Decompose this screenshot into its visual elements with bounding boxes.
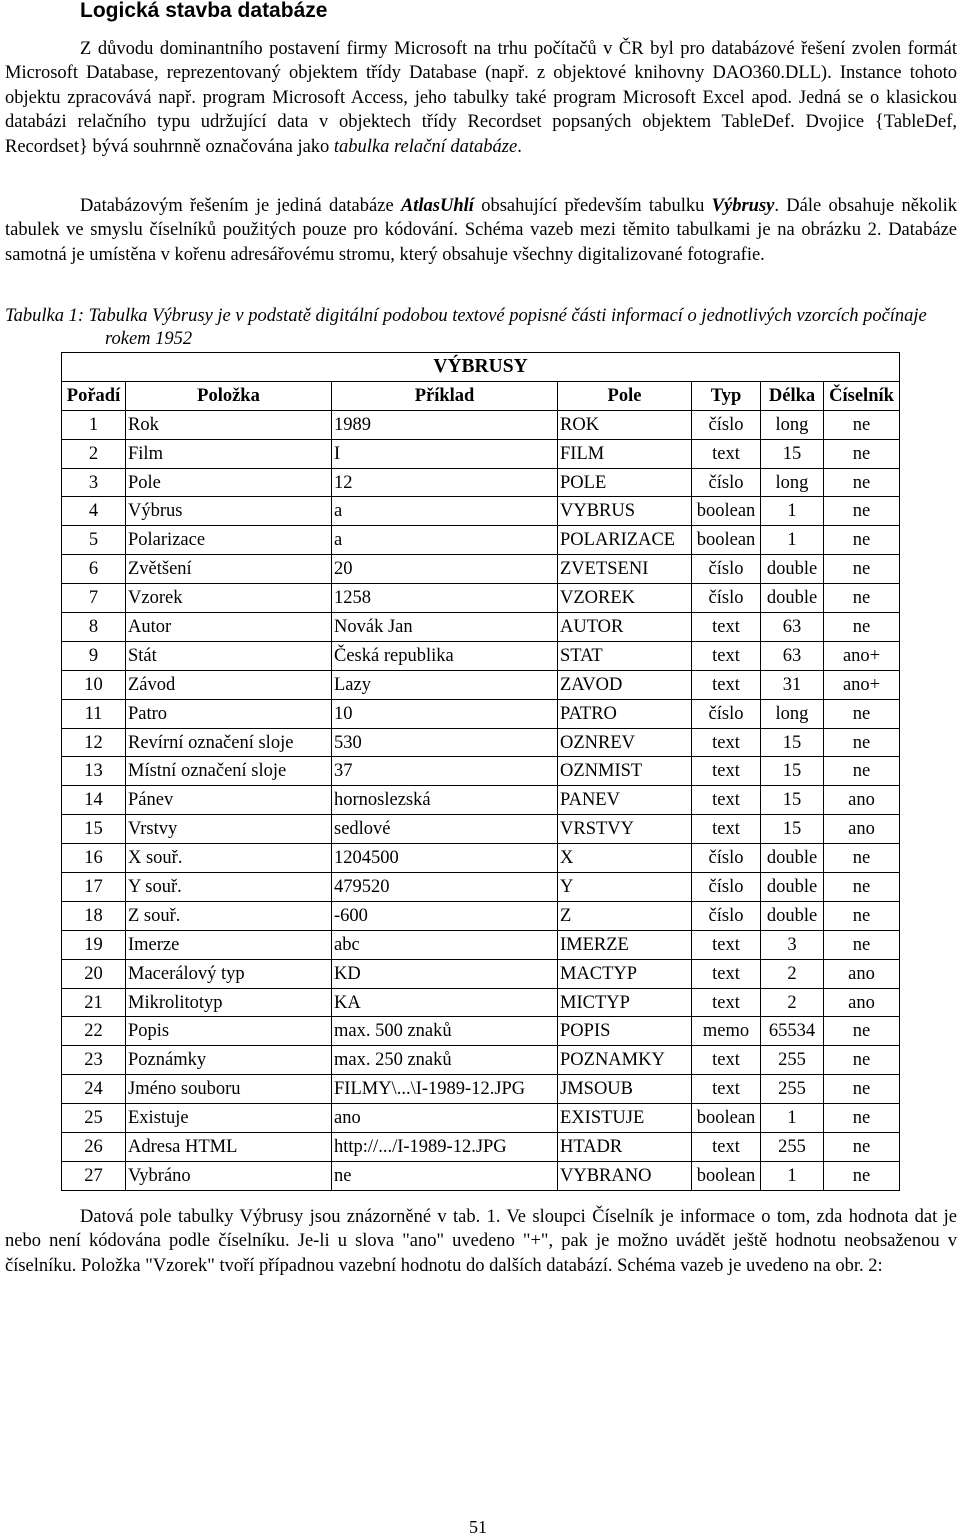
cell-ciselnik: ne (824, 584, 900, 613)
table-row (62, 439, 900, 468)
cell-delka: 63 (761, 613, 824, 642)
cell-delka: 2 (761, 988, 824, 1017)
cell-priklad: -600 (332, 901, 558, 930)
cell-poradi: 15 (62, 815, 126, 844)
cell-delka: 15 (761, 815, 824, 844)
header-delka: Délka (761, 381, 824, 410)
cell-pole: ZAVOD (558, 670, 692, 699)
cell-poradi: 5 (62, 526, 126, 555)
cell-pole: JMSOUB (558, 1075, 692, 1104)
cell-priklad: max. 500 znaků (332, 1017, 558, 1046)
cell-delka: long (761, 468, 824, 497)
cell-ciselnik: ne (824, 1133, 900, 1162)
cell-polozka: Film (126, 439, 332, 468)
cell-polozka: Vzorek (126, 584, 332, 613)
cell-polozka: Existuje (126, 1104, 332, 1133)
cell-typ: text (692, 613, 761, 642)
cell-ciselnik: ne (824, 728, 900, 757)
cell-ciselnik: ano+ (824, 641, 900, 670)
cell-priklad: sedlové (332, 815, 558, 844)
cell-ciselnik: ano (824, 815, 900, 844)
cell-typ: číslo (692, 699, 761, 728)
paragraph-intro (5, 37, 957, 159)
cell-ciselnik: ano (824, 786, 900, 815)
cell-delka: long (761, 410, 824, 439)
cell-delka: 1 (761, 1104, 824, 1133)
header-typ: Typ (692, 381, 761, 410)
cell-poradi: 14 (62, 786, 126, 815)
table-header-row (62, 381, 900, 410)
cell-typ: boolean (692, 1161, 761, 1190)
cell-delka: 15 (761, 786, 824, 815)
table-row (62, 1161, 900, 1190)
cell-priklad: KD (332, 959, 558, 988)
cell-poradi: 13 (62, 757, 126, 786)
cell-poradi: 7 (62, 584, 126, 613)
cell-typ: text (692, 786, 761, 815)
cell-delka: 2 (761, 959, 824, 988)
table-row (62, 728, 900, 757)
cell-priklad: 37 (332, 757, 558, 786)
cell-polozka: Polarizace (126, 526, 332, 555)
cell-delka: 255 (761, 1046, 824, 1075)
cell-typ: číslo (692, 410, 761, 439)
paragraph-database-text-2: obsahující především tabulku (473, 196, 712, 216)
cell-typ: číslo (692, 901, 761, 930)
cell-delka: 31 (761, 670, 824, 699)
cell-poradi: 4 (62, 497, 126, 526)
cell-ciselnik: ano+ (824, 670, 900, 699)
cell-ciselnik: ne (824, 526, 900, 555)
cell-poradi: 18 (62, 901, 126, 930)
cell-poradi: 10 (62, 670, 126, 699)
cell-polozka: Místní označení sloje (126, 757, 332, 786)
cell-ciselnik: ne (824, 1046, 900, 1075)
table-row (62, 641, 900, 670)
cell-polozka: Z souř. (126, 901, 332, 930)
cell-delka: 3 (761, 930, 824, 959)
cell-polozka: Imerze (126, 930, 332, 959)
cell-pole: OZNREV (558, 728, 692, 757)
cell-polozka: Jméno souboru (126, 1075, 332, 1104)
cell-ciselnik: ne (824, 930, 900, 959)
cell-polozka: Y souř. (126, 873, 332, 902)
cell-polozka: X souř. (126, 844, 332, 873)
table-row (62, 930, 900, 959)
table-row (62, 901, 900, 930)
table-row (62, 526, 900, 555)
cell-priklad: KA (332, 988, 558, 1017)
cell-polozka: Patro (126, 699, 332, 728)
table-row (62, 699, 900, 728)
cell-typ: boolean (692, 1104, 761, 1133)
cell-polozka: Zvětšení (126, 555, 332, 584)
cell-poradi: 21 (62, 988, 126, 1017)
table-body (62, 410, 900, 1190)
table-row (62, 1075, 900, 1104)
cell-priklad: a (332, 497, 558, 526)
cell-typ: text (692, 988, 761, 1017)
cell-ciselnik: ne (824, 497, 900, 526)
cell-pole: POLARIZACE (558, 526, 692, 555)
cell-pole: POLE (558, 468, 692, 497)
cell-typ: číslo (692, 844, 761, 873)
paragraph-database-text-1: Databázovým řešením je jediná databáze (80, 196, 401, 216)
cell-ciselnik: ne (824, 468, 900, 497)
cell-priklad: abc (332, 930, 558, 959)
cell-priklad: max. 250 znaků (332, 1046, 558, 1075)
table-row (62, 670, 900, 699)
cell-ciselnik: ne (824, 555, 900, 584)
cell-pole: VYBRANO (558, 1161, 692, 1190)
cell-priklad: 10 (332, 699, 558, 728)
cell-polozka: Poznámky (126, 1046, 332, 1075)
cell-poradi: 20 (62, 959, 126, 988)
paragraph-intro-end: . (517, 136, 522, 157)
cell-polozka: Závod (126, 670, 332, 699)
cell-poradi: 11 (62, 699, 126, 728)
table-row (62, 757, 900, 786)
header-poradi: Pořadí (62, 381, 126, 410)
cell-poradi: 26 (62, 1133, 126, 1162)
cell-typ: text (692, 439, 761, 468)
table-row (62, 815, 900, 844)
cell-poradi: 22 (62, 1017, 126, 1046)
cell-ciselnik: ne (824, 410, 900, 439)
cell-ciselnik: ne (824, 1017, 900, 1046)
cell-typ: text (692, 959, 761, 988)
cell-typ: text (692, 930, 761, 959)
cell-delka: double (761, 844, 824, 873)
cell-polozka: Pánev (126, 786, 332, 815)
cell-pole: AUTOR (558, 613, 692, 642)
table-name: Výbrusy (711, 196, 775, 216)
cell-pole: HTADR (558, 1133, 692, 1162)
cell-poradi: 1 (62, 410, 126, 439)
cell-poradi: 9 (62, 641, 126, 670)
cell-priklad: a (332, 526, 558, 555)
cell-priklad: 20 (332, 555, 558, 584)
table-row (62, 844, 900, 873)
cell-delka: 15 (761, 728, 824, 757)
cell-priklad: FILMY\...\I-1989-12.JPG (332, 1075, 558, 1104)
cell-poradi: 8 (62, 613, 126, 642)
cell-delka: 65534 (761, 1017, 824, 1046)
cell-ciselnik: ne (824, 901, 900, 930)
table-row (62, 873, 900, 902)
cell-polozka: Revírní označení sloje (126, 728, 332, 757)
cell-polozka: Pole (126, 468, 332, 497)
cell-poradi: 24 (62, 1075, 126, 1104)
cell-typ: text (692, 815, 761, 844)
cell-ciselnik: ne (824, 757, 900, 786)
cell-typ: text (692, 1046, 761, 1075)
table-row (62, 1104, 900, 1133)
cell-priklad: hornoslezská (332, 786, 558, 815)
cell-typ: text (692, 728, 761, 757)
cell-polozka: Vrstvy (126, 815, 332, 844)
cell-pole: ZVETSENI (558, 555, 692, 584)
cell-polozka: Popis (126, 1017, 332, 1046)
cell-priklad: 530 (332, 728, 558, 757)
cell-poradi: 16 (62, 844, 126, 873)
cell-ciselnik: ano (824, 959, 900, 988)
table-row (62, 584, 900, 613)
cell-priklad: Česká republika (332, 641, 558, 670)
term-relational-table: tabulka relační databáze (333, 136, 518, 157)
cell-polozka: Výbrus (126, 497, 332, 526)
cell-priklad: 1989 (332, 410, 558, 439)
cell-delka: double (761, 555, 824, 584)
table-title: VÝBRUSY (62, 353, 900, 382)
cell-delka: 63 (761, 641, 824, 670)
cell-delka: 1 (761, 1161, 824, 1190)
cell-poradi: 12 (62, 728, 126, 757)
cell-typ: číslo (692, 873, 761, 902)
cell-pole: PATRO (558, 699, 692, 728)
cell-typ: číslo (692, 555, 761, 584)
cell-ciselnik: ne (824, 1075, 900, 1104)
cell-pole: STAT (558, 641, 692, 670)
paragraph-database (5, 194, 957, 267)
cell-polozka: Mikrolitotyp (126, 988, 332, 1017)
paragraph-description: Datová pole tabulky Výbrusy jsou znázorněné v tab. 1. Ve sloupci Číselník je informace o tom, zda hodnota dat je nebo není kódována podle číselníku. Je-li u slova "ano" uvedeno "+", pak je možno uvádět ještě hodnotu neobsaženou v číselníku. Položka "Vzorek" tvoří případnou vazební hodnotu do dalších databází. Schéma vazeb je uvedeno na obr. 2: (5, 1207, 957, 1276)
cell-pole: ROK (558, 410, 692, 439)
cell-pole: PANEV (558, 786, 692, 815)
cell-delka: double (761, 584, 824, 613)
cell-pole: VRSTVY (558, 815, 692, 844)
cell-poradi: 23 (62, 1046, 126, 1075)
cell-typ: text (692, 670, 761, 699)
cell-poradi: 6 (62, 555, 126, 584)
cell-pole: POZNAMKY (558, 1046, 692, 1075)
table-row (62, 497, 900, 526)
cell-polozka: Stát (126, 641, 332, 670)
cell-delka: 255 (761, 1133, 824, 1162)
cell-priklad: 12 (332, 468, 558, 497)
cell-pole: MICTYP (558, 988, 692, 1017)
table-row (62, 988, 900, 1017)
cell-delka: long (761, 699, 824, 728)
cell-priklad: I (332, 439, 558, 468)
table-row (62, 468, 900, 497)
table-row (62, 410, 900, 439)
cell-pole: POPIS (558, 1017, 692, 1046)
cell-priklad: Novák Jan (332, 613, 558, 642)
header-priklad: Příklad (332, 381, 558, 410)
cell-ciselnik: ano (824, 988, 900, 1017)
cell-typ: memo (692, 1017, 761, 1046)
cell-polozka: Autor (126, 613, 332, 642)
table-row (62, 1017, 900, 1046)
header-ciselnik: Číselník (824, 381, 900, 410)
cell-typ: číslo (692, 468, 761, 497)
table-row (62, 959, 900, 988)
cell-pole: FILM (558, 439, 692, 468)
table-caption: Tabulka 1: Tabulka Výbrusy je v podstatě digitální podobou textové popisné části informací o jednotlivých vzorcích počínaje rokem 1952 (5, 306, 927, 349)
cell-ciselnik: ne (824, 873, 900, 902)
cell-polozka: Rok (126, 410, 332, 439)
cell-pole: EXISTUJE (558, 1104, 692, 1133)
cell-pole: MACTYP (558, 959, 692, 988)
paragraph-database-text-3: . Dále obsahuje několik tabulek ve smyslu číselníků použitých pouze pro kódování. Schéma vazeb mezi těmito tabulkami je na obrázku 2. Databáze samotná je umístěna v kořenu adresářovému stromu, který obsahuje všechny digitalizované fotografie. (5, 196, 957, 265)
cell-poradi: 17 (62, 873, 126, 902)
cell-pole: VYBRUS (558, 497, 692, 526)
cell-pole: Y (558, 873, 692, 902)
table-title-row (62, 353, 900, 382)
cell-typ: boolean (692, 526, 761, 555)
cell-priklad: 479520 (332, 873, 558, 902)
cell-poradi: 3 (62, 468, 126, 497)
header-polozka: Položka (126, 381, 332, 410)
cell-poradi: 25 (62, 1104, 126, 1133)
cell-delka: 15 (761, 757, 824, 786)
cell-ciselnik: ne (824, 1161, 900, 1190)
cell-priklad: http://.../I-1989-12.JPG (332, 1133, 558, 1162)
cell-pole: IMERZE (558, 930, 692, 959)
cell-delka: 1 (761, 526, 824, 555)
table-row (62, 613, 900, 642)
cell-poradi: 27 (62, 1161, 126, 1190)
cell-ciselnik: ne (824, 613, 900, 642)
cell-ciselnik: ne (824, 699, 900, 728)
table-row (62, 555, 900, 584)
database-name: AtlasUhlí (400, 196, 474, 216)
cell-delka: double (761, 901, 824, 930)
cell-delka: 1 (761, 497, 824, 526)
cell-polozka: Adresa HTML (126, 1133, 332, 1162)
vybrusy-table (61, 352, 900, 1191)
cell-typ: text (692, 641, 761, 670)
cell-ciselnik: ne (824, 439, 900, 468)
cell-pole: Z (558, 901, 692, 930)
cell-typ: text (692, 757, 761, 786)
header-pole: Pole (558, 381, 692, 410)
cell-priklad: ne (332, 1161, 558, 1190)
cell-typ: text (692, 1075, 761, 1104)
cell-pole: VZOREK (558, 584, 692, 613)
cell-priklad: Lazy (332, 670, 558, 699)
table-row (62, 786, 900, 815)
cell-priklad: 1204500 (332, 844, 558, 873)
cell-delka: double (761, 873, 824, 902)
cell-ciselnik: ne (824, 844, 900, 873)
cell-priklad: ano (332, 1104, 558, 1133)
cell-delka: 255 (761, 1075, 824, 1104)
cell-typ: číslo (692, 584, 761, 613)
cell-polozka: Macerálový typ (126, 959, 332, 988)
cell-poradi: 19 (62, 930, 126, 959)
table-row (62, 1133, 900, 1162)
cell-polozka: Vybráno (126, 1161, 332, 1190)
cell-pole: X (558, 844, 692, 873)
cell-delka: 15 (761, 439, 824, 468)
cell-typ: text (692, 1133, 761, 1162)
cell-pole: OZNMIST (558, 757, 692, 786)
page-number: 51 (469, 1517, 487, 1537)
page-title: Logická stavba databáze (80, 0, 328, 22)
paragraph-intro-text: Z důvodu dominantního postavení firmy Microsoft na trhu počítačů v ČR byl pro databázové řešení zvolen formát Microsoft Database, reprezentovaný objektem třídy Database (např. z objektové knihovny DAO360.DLL). Instance tohoto objektu zpracovává např. program Microsoft Access, jeho tabulky také program Microsoft Excel apod. Jedná se o klasickou databázi relačního typu udržující data v objektech třídy Recordset popsaných objektem TableDef. Dvojice {TableDef, Recordset} bývá souhrnně označována jako (5, 39, 957, 157)
cell-typ: boolean (692, 497, 761, 526)
cell-priklad: 1258 (332, 584, 558, 613)
cell-poradi: 2 (62, 439, 126, 468)
table-row (62, 1046, 900, 1075)
cell-ciselnik: ne (824, 1104, 900, 1133)
